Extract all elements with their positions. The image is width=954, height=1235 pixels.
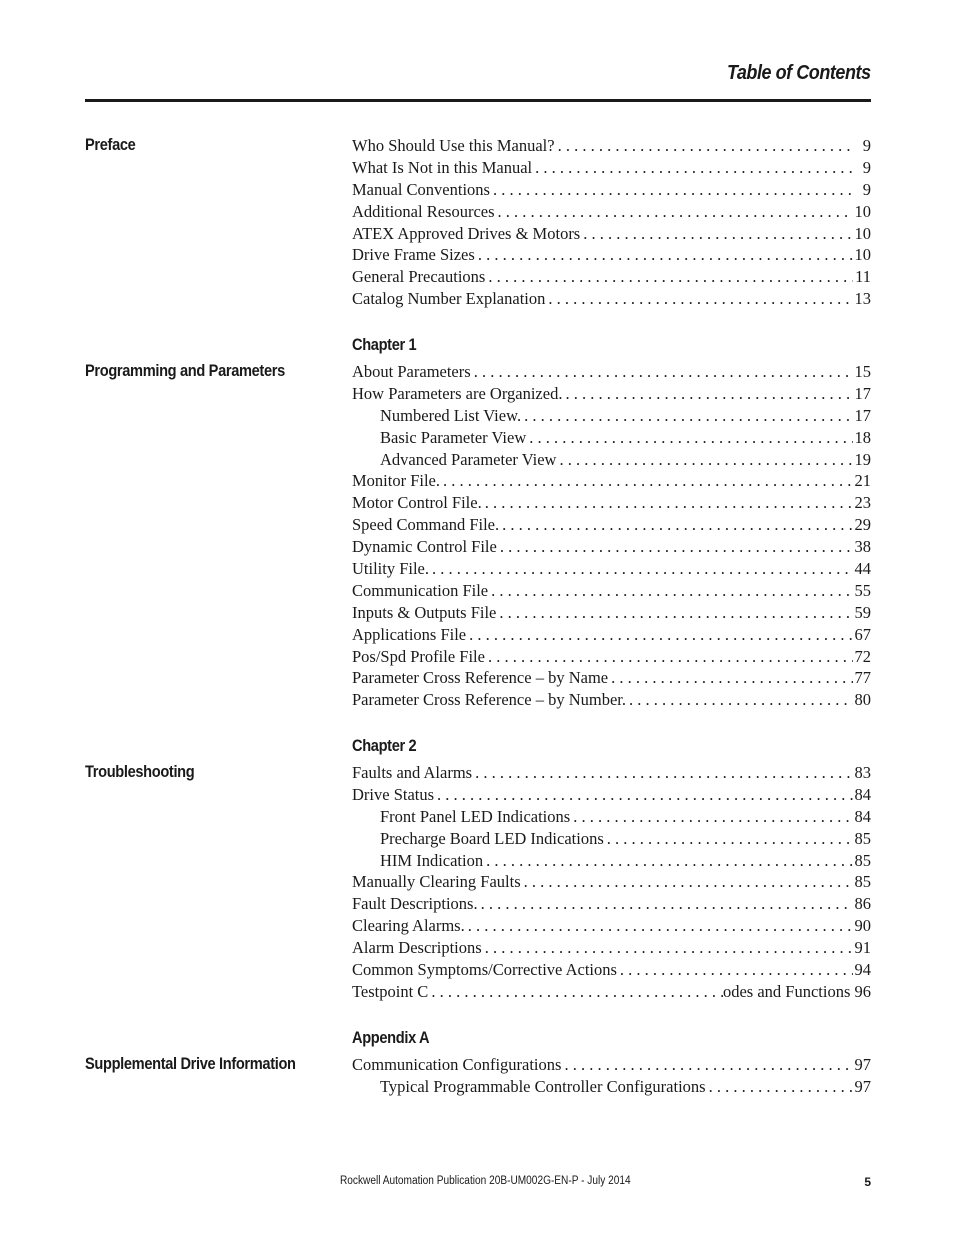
toc-entry[interactable] [352, 384, 871, 406]
leader-dots [434, 785, 853, 805]
toc-subentry[interactable] [352, 851, 871, 873]
entry-page: 10 [854, 245, 871, 265]
entry-page: 44 [854, 559, 871, 579]
entry-page: 85 [854, 828, 871, 848]
entry-page: 85 [854, 872, 871, 892]
leader-dots [485, 267, 853, 287]
entry-title: General Precautions [352, 267, 486, 287]
leader-dots [617, 960, 853, 980]
leader-dots [562, 384, 853, 404]
entry-title: Dynamic Control File [352, 537, 497, 557]
publication-info: Rockwell Automation Publication 20B-UM002G-EN-P - July 2014 [340, 1175, 631, 1187]
leader-dots [471, 362, 853, 382]
toc-entry[interactable] [352, 471, 871, 493]
entry-page: 10 [854, 223, 871, 243]
entry-page: 55 [854, 580, 871, 600]
entry-page: 97 [854, 1076, 871, 1096]
entry-page: 86 [854, 894, 871, 914]
toc-entry[interactable] [352, 603, 871, 625]
toc-entry[interactable] [352, 1055, 871, 1077]
toc-subentry[interactable] [352, 450, 871, 472]
entry-title: How Parameters are Organized. [352, 383, 563, 403]
entry-title: Communication Configurations [352, 1055, 562, 1074]
entry-page: 19 [854, 449, 871, 469]
section-label: Preface [85, 135, 136, 154]
entry-title: Manual Conventions [352, 179, 490, 199]
toc-entry[interactable] [352, 158, 871, 180]
leader-dots [478, 894, 853, 914]
entry-page: 17 [854, 405, 871, 425]
chapter-label: Chapter 1 [352, 335, 417, 354]
entry-page: 72 [854, 646, 871, 666]
toc-entry[interactable] [352, 136, 871, 158]
section-label: Programming and Parameters [85, 361, 285, 380]
entry-title: Basic Parameter View [380, 427, 527, 447]
leader-dots [521, 872, 853, 892]
entry-page: 29 [854, 515, 871, 535]
entry-page: odes and Functions 96 [722, 981, 871, 1001]
entry-title: Pos/Spd Profile File [352, 646, 485, 666]
leader-dots [706, 1077, 853, 1097]
entry-page: 18 [854, 427, 871, 447]
toc-entries [352, 362, 871, 712]
entry-page: 21 [854, 471, 871, 491]
toc-subentry[interactable] [352, 428, 871, 450]
toc-entries [352, 1055, 871, 1099]
toc-entry[interactable] [352, 647, 871, 669]
leader-dots [482, 493, 853, 513]
entry-page: 83 [854, 763, 871, 782]
toc-entry[interactable] [352, 894, 871, 916]
leader-dots [499, 515, 853, 535]
leader-dots [626, 690, 853, 710]
entry-page: 9 [862, 136, 871, 155]
entry-title: Motor Control File. [352, 493, 482, 513]
entry-page: 94 [854, 960, 871, 980]
toc-entry[interactable] [352, 938, 871, 960]
chapter-label: Appendix A [352, 1028, 430, 1047]
entry-page: 17 [854, 383, 871, 403]
entry-page: 23 [854, 493, 871, 513]
leader-dots [488, 581, 853, 601]
entry-title: Alarm Descriptions [352, 938, 482, 958]
toc-entry[interactable] [352, 982, 871, 1004]
entry-title: Drive Frame Sizes [352, 245, 475, 265]
entry-page: 38 [854, 537, 871, 557]
toc-entry[interactable] [352, 515, 871, 537]
leader-dots [526, 428, 853, 448]
toc-entry[interactable] [352, 916, 871, 938]
leader-dots [496, 603, 853, 623]
toc-entry[interactable] [352, 493, 871, 515]
entry-title: Speed Command File. [352, 515, 500, 535]
leader-dots [570, 807, 853, 827]
leader-dots [497, 537, 853, 557]
entry-title: Front Panel LED Indications [380, 806, 571, 826]
entry-page: 59 [854, 602, 871, 622]
toc-entry[interactable] [352, 537, 871, 559]
entry-title: What Is Not in this Manual [352, 157, 533, 177]
toc-entry[interactable] [352, 625, 871, 647]
entry-page: 84 [854, 806, 871, 826]
section-label: Troubleshooting [85, 762, 195, 781]
chapter-label: Chapter 2 [352, 736, 417, 755]
entry-title: Typical Programmable Controller Configurations [380, 1076, 706, 1096]
toc-entry[interactable] [352, 668, 871, 690]
toc-entries [352, 136, 871, 311]
entry-title: Parameter Cross Reference – by Number. [352, 690, 626, 710]
entry-title: Clearing Alarms. [352, 916, 465, 936]
entry-title: Parameter Cross Reference – by Name [352, 668, 609, 688]
entry-page: 77 [854, 668, 871, 688]
entry-page: 90 [854, 916, 871, 936]
entry-title: Catalog Number Explanation [352, 289, 546, 309]
leader-dots [465, 916, 853, 936]
toc-entry[interactable] [352, 289, 871, 311]
toc-entry[interactable] [352, 362, 871, 384]
entry-title: HIM Indication [380, 850, 484, 870]
leader-dots [545, 289, 853, 309]
page-title: Table of Contents [727, 62, 871, 84]
toc-entry[interactable] [352, 245, 871, 267]
entry-title: Additional Resources [352, 201, 495, 221]
entry-page: 67 [854, 624, 871, 644]
toc-subentry[interactable] [352, 829, 871, 851]
toc-entry[interactable] [352, 224, 871, 246]
toc-entry[interactable] [352, 180, 871, 202]
leader-dots [472, 763, 853, 783]
toc-entry[interactable] [352, 559, 871, 581]
entry-title: Who Should Use this Manual? [352, 136, 555, 155]
entry-title: Faults and Alarms [352, 763, 473, 782]
toc-entry[interactable] [352, 763, 871, 785]
toc-entry[interactable] [352, 960, 871, 982]
entry-title: Monitor File. [352, 471, 441, 491]
leader-dots [485, 647, 853, 667]
leader-dots [556, 450, 853, 470]
entry-page: 9 [862, 179, 871, 199]
leader-dots [608, 668, 853, 688]
toc-entry[interactable] [352, 581, 871, 603]
leader-dots [580, 224, 853, 244]
entry-title: Precharge Board LED Indications [380, 828, 604, 848]
page-number: 5 [864, 1175, 871, 1189]
entry-title: Testpoint C [352, 981, 429, 1001]
leader-dots [483, 851, 853, 871]
leader-dots [490, 180, 853, 200]
entry-title: Numbered List View. [380, 405, 522, 425]
entry-page: 91 [854, 938, 871, 958]
leader-dots [532, 158, 853, 178]
entry-title: About Parameters [352, 362, 471, 381]
leader-dots [495, 202, 853, 222]
leader-dots [429, 559, 853, 579]
entry-page: 84 [854, 784, 871, 804]
leader-dots [555, 136, 853, 156]
entry-page: 10 [854, 201, 871, 221]
entry-page: 80 [854, 690, 871, 710]
leader-dots [466, 625, 853, 645]
section-label: Supplemental Drive Information [85, 1054, 296, 1073]
leader-dots [428, 982, 723, 1002]
entry-page: 85 [854, 850, 871, 870]
leader-dots [521, 406, 853, 426]
header-rule [85, 99, 871, 102]
toc-subentry[interactable] [352, 1077, 871, 1099]
entry-title: Manually Clearing Faults [352, 872, 521, 892]
toc-subentry[interactable] [352, 807, 871, 829]
toc-entry[interactable] [352, 690, 871, 712]
entry-title: Fault Descriptions. [352, 894, 478, 914]
entry-title: Utility File. [352, 559, 430, 579]
entry-title: Drive Status [352, 784, 435, 804]
entry-title: Inputs & Outputs File [352, 602, 497, 622]
entry-page: 13 [854, 289, 871, 309]
leader-dots [561, 1055, 853, 1075]
toc-entry[interactable] [352, 202, 871, 224]
entry-title: Advanced Parameter View [380, 449, 557, 469]
leader-dots [604, 829, 853, 849]
toc-entry[interactable] [352, 267, 871, 289]
entry-title: Communication File [352, 580, 489, 600]
toc-entries [352, 763, 871, 1004]
entry-page: 97 [854, 1055, 871, 1074]
leader-dots [440, 471, 853, 491]
entry-title: ATEX Approved Drives & Motors [352, 223, 581, 243]
entry-page: 11 [855, 267, 871, 287]
entry-title: Common Symptoms/Corrective Actions [352, 960, 617, 980]
toc-entry[interactable] [352, 785, 871, 807]
entry-page: 9 [862, 157, 871, 177]
entry-title: Applications File [352, 624, 467, 644]
leader-dots [475, 245, 853, 265]
toc-entry[interactable] [352, 872, 871, 894]
toc-subentry[interactable] [352, 406, 871, 428]
leader-dots [482, 938, 853, 958]
entry-page: 15 [854, 362, 871, 381]
